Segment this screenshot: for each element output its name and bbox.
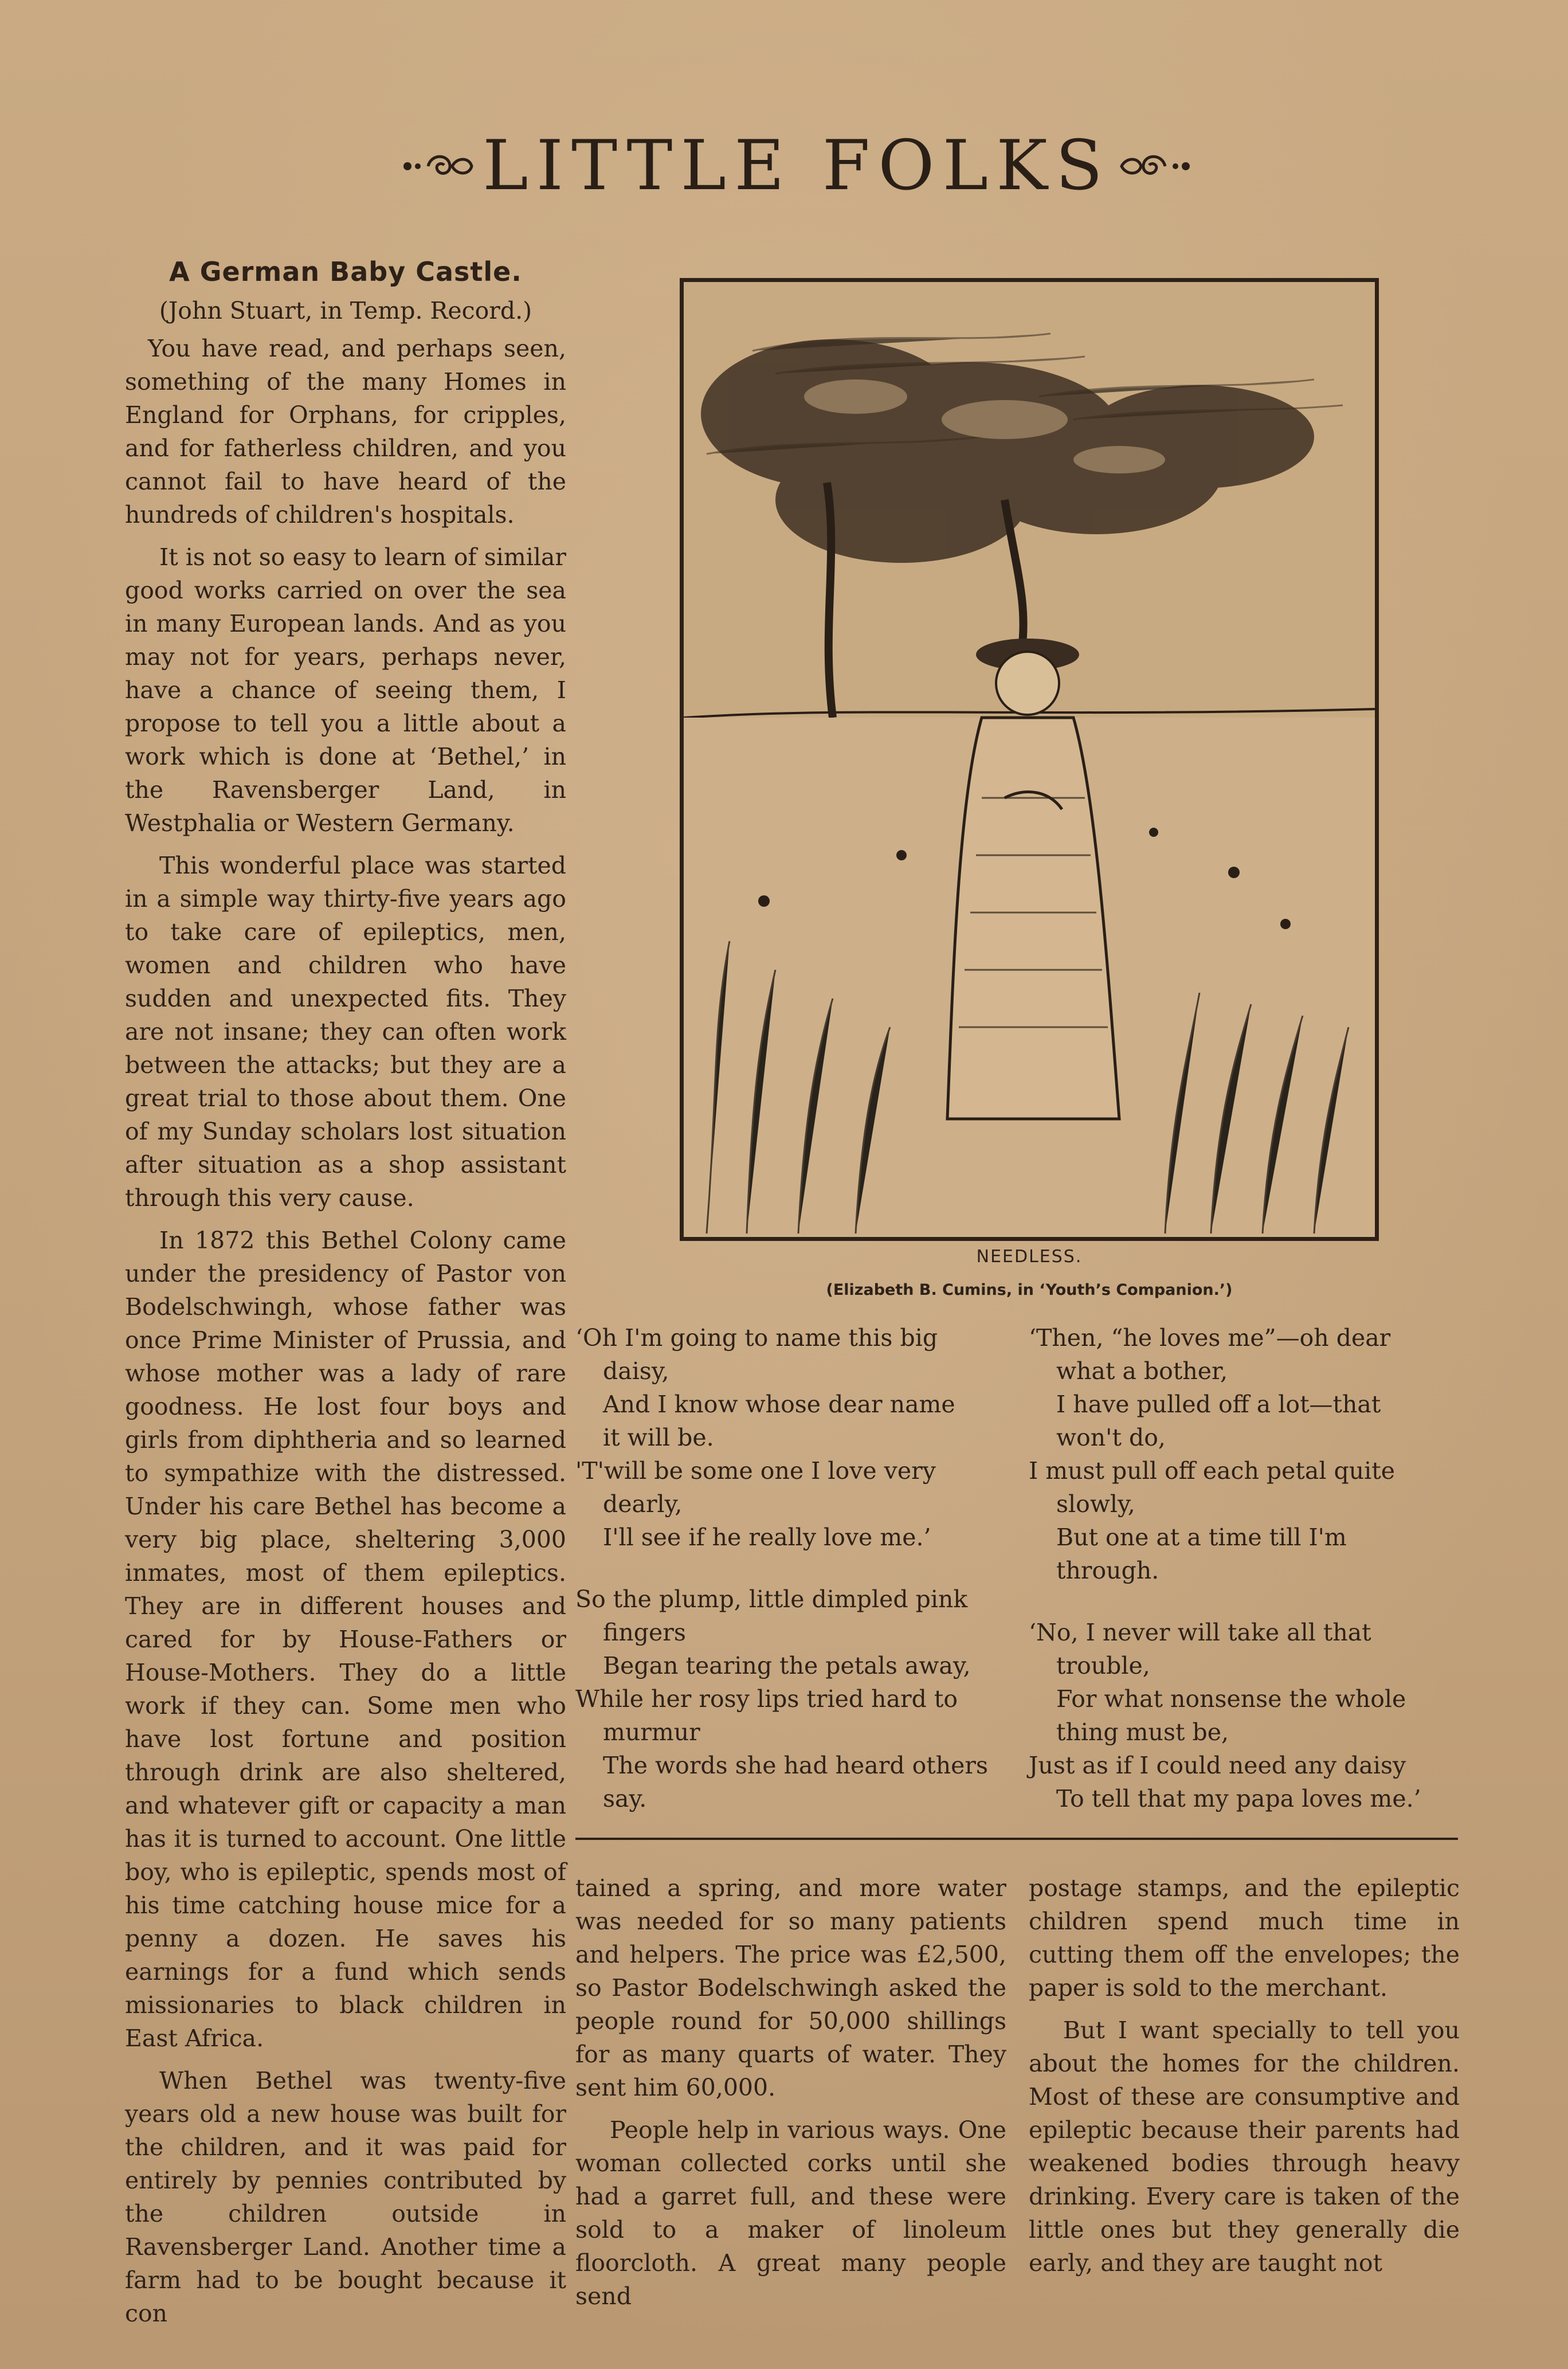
poem-line: The words she had heard others	[603, 1752, 989, 1779]
poem-line: trouble,	[1056, 1652, 1150, 1679]
poem-line: slowly,	[1056, 1490, 1135, 1518]
poem-line: what a bother,	[1056, 1357, 1228, 1385]
poem-stanza	[1029, 1616, 1464, 1815]
poem-column-left	[575, 1321, 1028, 1844]
masthead-title: LITTLE FOLKS	[482, 126, 1111, 206]
article-paragraph: But I want specially to tell you about the homes for the children. Most of these are consumptive and epileptic because their parents had weakened bodies through heavy drinking. Every care is taken of the little ones but they generally die early, and they are taught not	[1029, 2016, 1460, 2277]
poem-line: won't do,	[1056, 1424, 1166, 1451]
poem-line: thing must be,	[1056, 1718, 1229, 1746]
poem-line: daisy,	[603, 1357, 669, 1385]
girl-in-meadow-illustration	[680, 278, 1379, 1241]
poem-credit: (Elizabeth B. Cumins, in ‘Youth’s Companion.’)	[826, 1281, 1233, 1299]
right-ornament-icon	[1114, 149, 1194, 183]
poem-line: fingers	[603, 1619, 686, 1646]
poem-line: ‘Oh I'm going to name this big	[575, 1324, 938, 1352]
poem-line: murmur	[603, 1718, 700, 1746]
article-paragraph: You have read, and perhaps seen, something of the many Homes in England for Orphans, for cripples, and for fatherless children, and you cannot fail to have heard of the hundreds of children's hospitals.	[125, 335, 566, 528]
article-paragraph: People help in various ways. One woman collected corks until she had a garret full, and these were sold to a maker of linoleum floorcloth. A great many people send	[575, 2116, 1006, 2310]
article-column-middle	[575, 1871, 1006, 2322]
article-paragraph: tained a spring, and more water was needed for so many patients and helpers. The price was £2,500, so Pastor Bodelschwingh asked the people round for 50,000 shillings for as many quarts of water. They sent him 60,000.	[575, 1874, 1006, 2101]
poem-line: I'll see if he really love me.’	[603, 1524, 931, 1551]
article-title: A German Baby Castle.	[169, 256, 522, 287]
poem-line: While her rosy lips tried hard to	[575, 1685, 958, 1713]
poem-line: it will be.	[603, 1424, 714, 1451]
poem-line: For what nonsense the whole	[1056, 1685, 1406, 1713]
article-byline: (John Stuart, in Temp. Record.)	[159, 297, 532, 324]
poem-line: So the plump, little dimpled pink	[575, 1585, 968, 1613]
article-column-right	[1029, 1871, 1460, 2289]
poem-line: through.	[1056, 1557, 1159, 1584]
poem-stanza	[1029, 1321, 1464, 1587]
poem-line: But one at a time till I'm	[1056, 1524, 1347, 1551]
poem-line: dearly,	[603, 1490, 683, 1518]
poem-line: Just as if I could need any daisy	[1029, 1752, 1406, 1779]
article-paragraph: When Bethel was twenty-five years old a new house was built for the children, and it was paid for entirely by pennies contributed by the children outside in Ravensberger Land. Another time a farm had to be bought because it con	[125, 2067, 566, 2327]
poem-line: say.	[603, 1785, 647, 1812]
article-paragraph: postage stamps, and the epileptic children spend much time in cutting them off the envelopes; the paper is sold to the merchant.	[1029, 1874, 1460, 2002]
poem-stanza	[575, 1583, 1028, 1815]
poem-line: To tell that my papa loves me.’	[1056, 1785, 1421, 1812]
article-paragraph: In 1872 this Bethel Colony came under the presidency of Pastor von Bodelschwingh, whose father was once Prime Minister of Prussia, and whose mother was a lady of rare goodness. He lost four boys and girls from diphtheria and so learned to sympathize with the distressed. Under his care Bethel has become a very big place, sheltering 3,000 inmates, most of them epileptics. They are in different houses and cared for by House-Fathers or House-Mothers. They do a little work if they can. Some men who have lost fortune and position through drink are also sheltered, and whatever gift or capacity a man has it is turned to account. One little boy, who is epileptic, spends most of his time catching house mice for a penny a dozen. He saves his earnings for a fund which sends missionaries to black children in East Africa.	[125, 1227, 566, 2052]
poem-line: ‘Then, “he loves me”—oh dear	[1029, 1324, 1391, 1352]
poem-line: I have pulled off a lot—that	[1056, 1391, 1381, 1418]
poem-stanza	[575, 1321, 1028, 1554]
section-divider	[575, 1838, 1458, 1840]
poem-line: 'T'will be some one I love very	[575, 1457, 936, 1485]
article-column-left	[125, 255, 566, 2339]
masthead	[367, 123, 1226, 209]
poem-title: NEEDLESS.	[976, 1247, 1083, 1267]
article-paragraph: This wonderful place was started in a simple way thirty-five years ago to take care of epileptics, men, women and children who have sudden and unexpected fits. They are not insane; they can often work between the attacks; but they are a great trial to those about them. One of my Sunday scholars lost situation after situation as a shop assistant through this very cause.	[125, 852, 566, 1212]
poem-line: I must pull off each petal quite	[1029, 1457, 1395, 1485]
article-paragraph: It is not so easy to learn of similar good works carried on over the sea in many European lands. And as you may not for years, perhaps never, have a chance of seeing them, I propose to tell you a little about a work which is done at ‘Bethel,’ in the Ravensberger Land, in Westphalia or Western Germany.	[125, 543, 566, 837]
poem-line: And I know whose dear name	[603, 1391, 955, 1418]
poem-line: ‘No, I never will take all that	[1029, 1619, 1371, 1646]
poem-line: Began tearing the petals away,	[603, 1652, 971, 1679]
left-ornament-icon	[399, 149, 480, 183]
poem-column-right	[1029, 1321, 1464, 1844]
